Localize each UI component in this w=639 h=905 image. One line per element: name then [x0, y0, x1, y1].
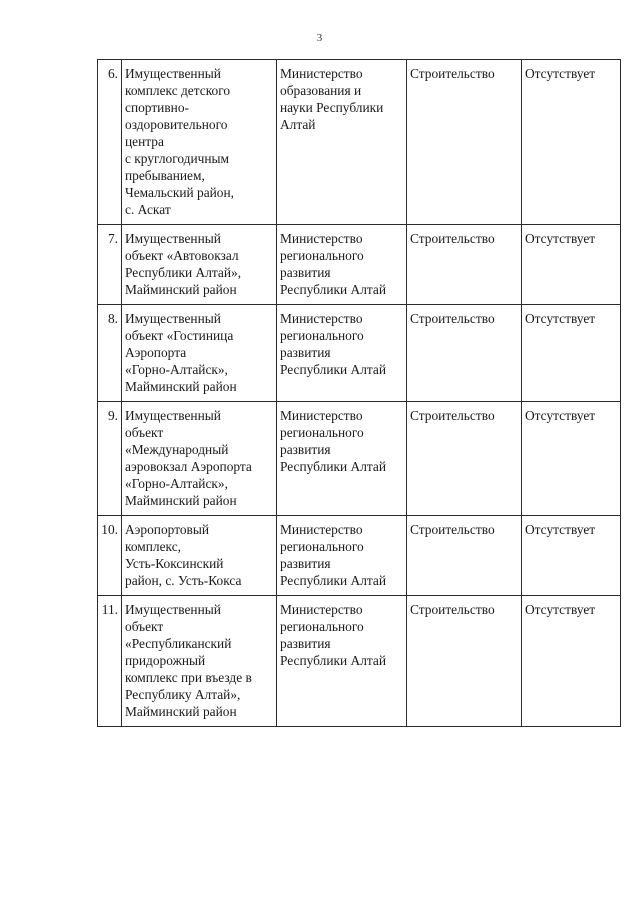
row-number: 6.	[98, 60, 122, 225]
ministry-line: Республики Алтай	[280, 282, 387, 297]
objects-table	[97, 59, 621, 727]
ministry-line: Министерство	[280, 408, 363, 423]
object-name-line: аэровокзал Аэропорта	[125, 459, 252, 474]
object-name-line: Майминский район	[125, 282, 237, 297]
activity-cell: Строительство	[407, 305, 522, 402]
ministry-line: Министерство	[280, 231, 363, 246]
ministry-line: науки Республики	[280, 100, 384, 115]
ministry-line: Республики Алтай	[280, 362, 387, 377]
object-name-line: объект	[125, 619, 164, 634]
status-cell: Отсутствует	[522, 225, 621, 305]
object-name-line: с круглогодичным	[125, 151, 230, 166]
object-name-line: «Горно-Алтайск»,	[125, 362, 228, 377]
status-cell: Отсутствует	[522, 60, 621, 225]
table-body	[98, 60, 621, 727]
row-number: 10.	[98, 516, 122, 596]
object-name-line: Майминский район	[125, 493, 237, 508]
object-name-line: объект	[125, 425, 164, 440]
object-name-line: оздоровительного	[125, 117, 228, 132]
row-number: 9.	[98, 402, 122, 516]
ministry-cell	[277, 596, 407, 727]
ministry-cell	[277, 225, 407, 305]
object-name-cell	[122, 516, 277, 596]
ministry-line: Республики Алтай	[280, 573, 387, 588]
object-name-line: Аэропорта	[125, 345, 187, 360]
object-name-line: «Республиканский	[125, 636, 232, 651]
object-name-line: пребыванием,	[125, 168, 205, 183]
object-name-line: «Горно-Алтайск»,	[125, 476, 228, 491]
status-cell: Отсутствует	[522, 305, 621, 402]
object-name-line: «Международный	[125, 442, 229, 457]
object-name-cell	[122, 305, 277, 402]
object-name-line: Чемальский район,	[125, 185, 235, 200]
activity-cell: Строительство	[407, 225, 522, 305]
object-name-cell	[122, 596, 277, 727]
object-name-line: Республики Алтай»,	[125, 265, 242, 280]
ministry-line: Министерство	[280, 522, 363, 537]
object-name-line: Имущественный	[125, 231, 221, 246]
object-name-line: Майминский район	[125, 379, 237, 394]
ministry-line: регионального	[280, 619, 364, 634]
object-name-line: Майминский район	[125, 704, 237, 719]
table-row	[98, 225, 621, 305]
activity-cell: Строительство	[407, 596, 522, 727]
object-name-line: с. Аскат	[125, 202, 171, 217]
object-name-line: Усть-Коксинский	[125, 556, 224, 571]
ministry-line: регионального	[280, 328, 364, 343]
row-number: 7.	[98, 225, 122, 305]
object-name-line: Имущественный	[125, 408, 221, 423]
activity-cell: Строительство	[407, 516, 522, 596]
activity-cell: Строительство	[407, 402, 522, 516]
table-row	[98, 516, 621, 596]
ministry-line: Министерство	[280, 602, 363, 617]
object-name-line: центра	[125, 134, 164, 149]
ministry-cell	[277, 516, 407, 596]
status-cell: Отсутствует	[522, 516, 621, 596]
table-row	[98, 305, 621, 402]
object-name-line: Аэропортовый	[125, 522, 210, 537]
object-name-line: Республику Алтай»,	[125, 687, 241, 702]
table-row	[98, 402, 621, 516]
ministry-line: регионального	[280, 425, 364, 440]
ministry-cell	[277, 402, 407, 516]
object-name-line: Имущественный	[125, 311, 221, 326]
object-name-line: спортивно-	[125, 100, 189, 115]
row-number: 8.	[98, 305, 122, 402]
object-name-line: комплекс,	[125, 539, 181, 554]
row-number: 11.	[98, 596, 122, 727]
object-name-cell	[122, 60, 277, 225]
ministry-line: Республики Алтай	[280, 459, 387, 474]
ministry-line: развития	[280, 442, 331, 457]
object-name-cell	[122, 402, 277, 516]
object-name-cell	[122, 225, 277, 305]
page-number: 3	[316, 32, 323, 44]
table-row	[98, 60, 621, 225]
ministry-line: Министерство	[280, 311, 363, 326]
ministry-line: регионального	[280, 248, 364, 263]
ministry-line: образования и	[280, 83, 362, 98]
status-cell: Отсутствует	[522, 596, 621, 727]
ministry-line: Республики Алтай	[280, 653, 387, 668]
ministry-cell	[277, 60, 407, 225]
object-name-line: объект «Автовокзал	[125, 248, 239, 263]
ministry-line: развития	[280, 636, 331, 651]
ministry-line: развития	[280, 556, 331, 571]
object-name-line: придорожный	[125, 653, 206, 668]
object-name-line: комплекс детского	[125, 83, 231, 98]
ministry-line: развития	[280, 265, 331, 280]
table-row	[98, 596, 621, 727]
activity-cell: Строительство	[407, 60, 522, 225]
ministry-line: регионального	[280, 539, 364, 554]
object-name-line: Имущественный	[125, 602, 221, 617]
object-name-line: Имущественный	[125, 66, 221, 81]
object-name-line: комплекс при въезде в	[125, 670, 252, 685]
object-name-line: объект «Гостиница	[125, 328, 234, 343]
ministry-line: Министерство	[280, 66, 363, 81]
ministry-cell	[277, 305, 407, 402]
status-cell: Отсутствует	[522, 402, 621, 516]
ministry-line: развития	[280, 345, 331, 360]
object-name-line: район, с. Усть-Кокса	[125, 573, 242, 588]
ministry-line: Алтай	[280, 117, 316, 132]
